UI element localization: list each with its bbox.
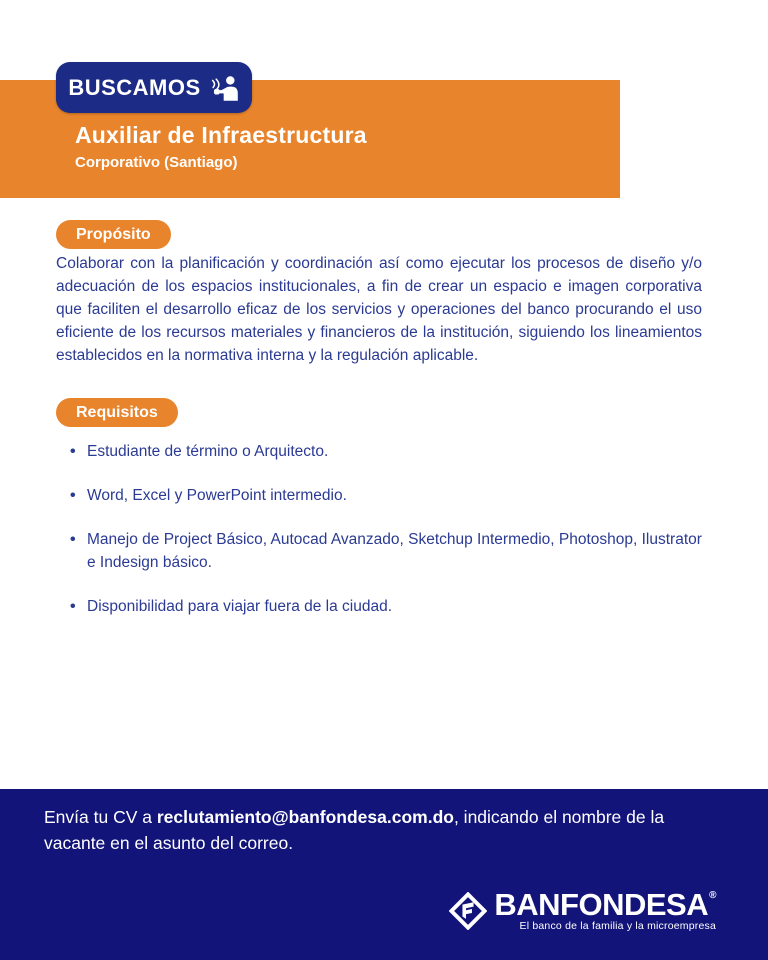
cv-instructions-prefix: Envía tu CV a — [44, 807, 157, 827]
cv-instructions-suffix: , indicando el nombre de la vacante en el asunto del correo. — [44, 807, 665, 853]
brand-wordmark — [494, 887, 716, 922]
footer-bar — [0, 789, 768, 960]
buscamos-label: BUSCAMOS — [68, 74, 201, 100]
purpose-pill-label: Propósito — [76, 225, 151, 243]
banfondesa-logo — [449, 887, 716, 932]
requirements-pill-label: Requisitos — [76, 403, 158, 421]
diamond-logo-icon — [449, 892, 487, 930]
job-location: Corporativo (Santiago) — [75, 154, 238, 171]
buscamos-badge — [56, 62, 252, 113]
list-item: • Manejo de Project Básico, Autocad Avanzado, Sketchup Intermedio, Photoshop, Ilustrator e Indesign básico. — [70, 528, 706, 574]
job-title: Auxiliar de Infraestructura — [75, 122, 367, 148]
recruitment-email[interactable]: reclutamiento@banfondesa.com.do — [156, 807, 454, 827]
cv-instructions — [44, 804, 716, 856]
purpose-paragraph: Colaborar con la planificación y coordinación así como ejecutar los procesos de diseño y/o adecuación de los espacios institucionales, a fin de crear un espacio e imagen corporativa que faciliten el desarrollo eficaz de los servicios y operaciones del banco procurando el uso eficiente de los recursos materiales y financieros de la institución, siguiendo los lineamientos establecidos en la normativa interna y la regulación aplicable. — [56, 255, 702, 364]
list-item: • Estudiante de término o Arquitecto. — [70, 440, 706, 463]
brand-tagline: El banco de la familia y la microempresa — [519, 920, 716, 932]
purpose-section-pill — [56, 220, 171, 249]
registered-mark: ® — [709, 890, 716, 901]
list-item: • Disponibilidad para viajar fuera de la ciudad. — [70, 595, 706, 618]
requirements-list — [70, 440, 706, 639]
requirements-section-pill — [56, 398, 178, 427]
brand-name: BANFONDESA — [494, 887, 709, 922]
list-item: • Word, Excel y PowerPoint intermedio. — [70, 484, 706, 507]
announcer-icon — [210, 74, 240, 101]
